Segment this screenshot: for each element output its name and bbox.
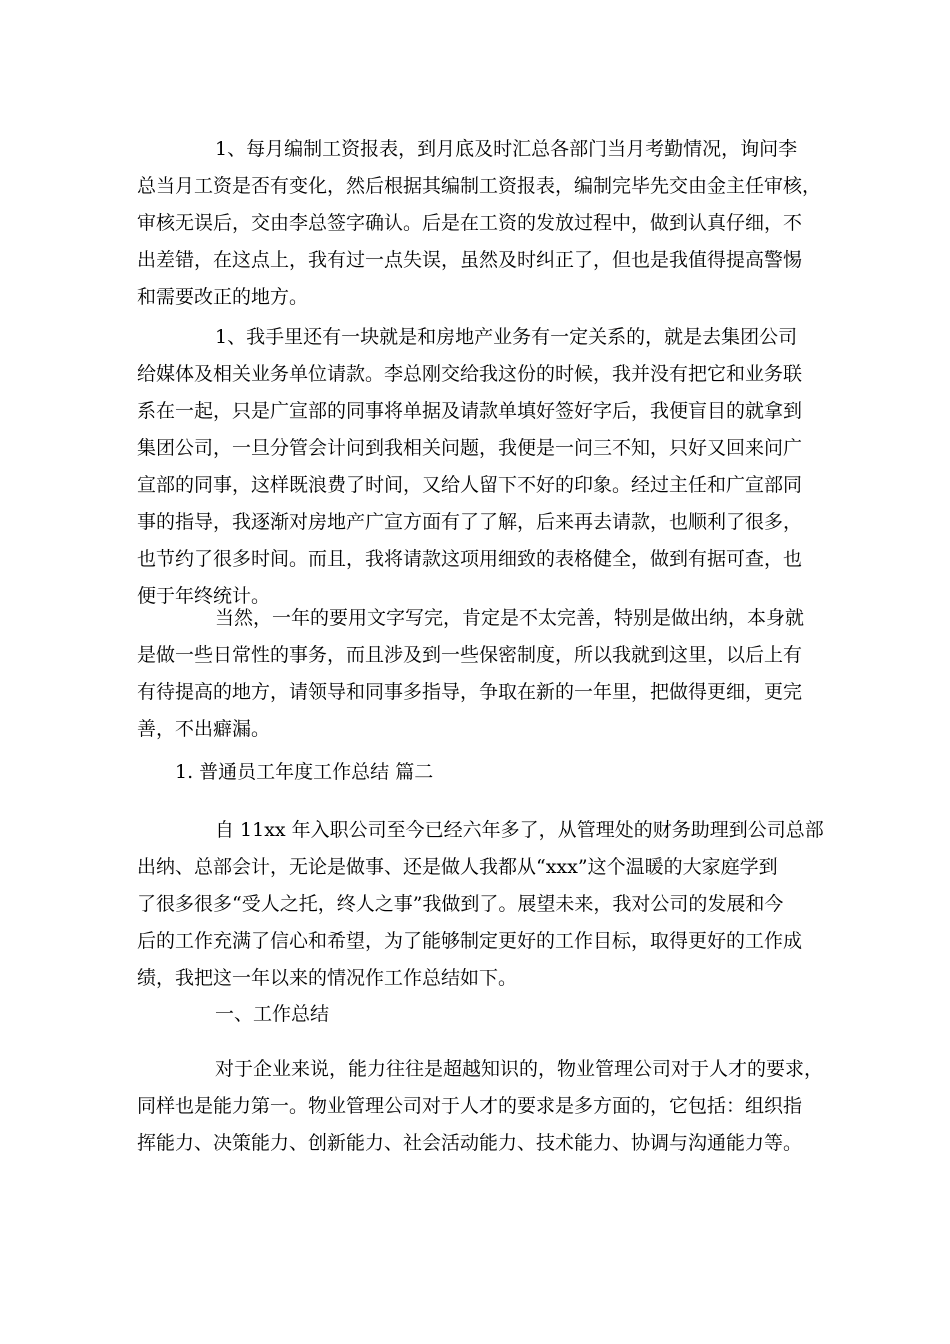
text-line: 集团公司，一旦分管会计问到我相关问题，我便是一问三不知，只好又回来问广	[137, 437, 803, 459]
text-line: 系在一起，只是广宣部的同事将单据及请款单填好签好字后，我便盲目的就拿到	[137, 400, 803, 422]
text-line: 后的工作充满了信心和希望，为了能够制定更好的工作目标，取得更好的工作成	[137, 930, 803, 952]
paragraph-conclusion	[137, 600, 817, 748]
text-line: 自 11xx 年入职公司至今已经六年多了，从管理处的财务助理到公司总部	[215, 819, 824, 841]
paragraph-introduction	[137, 812, 824, 997]
text-line: 事的指导，我逐渐对房地产广宣方面有了了解，后来再去请款，也顺利了很多，	[137, 511, 803, 533]
text-line: 善，不出癖漏。	[137, 718, 271, 740]
text-line: 同样也是能力第一。物业管理公司对于人才的要求是多方面的，它包括：组织指	[137, 1095, 803, 1117]
text-line: 绩，我把这一年以来的情况作工作总结如下。	[137, 967, 518, 989]
text-line: 也节约了很多时间。而且，我将请款这项用细致的表格健全，做到有据可查，也	[137, 548, 803, 570]
text-line: 给媒体及相关业务单位请款。李总刚交给我这份的时候，我并没有把它和业务联	[137, 363, 803, 385]
text-line: 宣部的同事，这样既浪费了时间，又给人留下不好的印象。经过主任和广宣部同	[137, 474, 803, 496]
text-line: 便于年终统计。	[137, 585, 271, 607]
text-line: 审核无误后，交由李总签字确认。后是在工资的发放过程中，做到认真仔细，不	[137, 212, 803, 234]
text-line: 和需要改正的地方。	[137, 286, 309, 308]
section-heading-work-summary: 一、工作总结	[215, 1003, 330, 1025]
section-heading-part-two: 1. 普通员工年度工作总结 篇二	[175, 761, 434, 783]
text-line: 有待提高的地方，请领导和同事多指导，争取在新的一年里，把做得更细，更完	[137, 681, 803, 703]
text-line: 1、每月编制工资报表，到月底及时汇总各部门当月考勤情况，询问李	[215, 138, 798, 160]
text-line: 是做一些日常性的事务，而且涉及到一些保密制度，所以我就到这里，以后上有	[137, 644, 803, 666]
paragraph-ability	[137, 1051, 824, 1162]
text-line: 对于企业来说，能力往往是超越知识的，物业管理公司对于人才的要求，	[215, 1058, 824, 1080]
text-line: 1、我手里还有一块就是和房地产业务有一定关系的，就是去集团公司	[215, 326, 798, 348]
paragraph-payroll	[137, 131, 822, 316]
text-line: 出差错，在这点上，我有过一点失误，虽然及时纠正了，但也是我值得提高警惕	[137, 249, 803, 271]
text-line: 挥能力、决策能力、创新能力、社会活动能力、技术能力、协调与沟通能力等。	[137, 1132, 803, 1154]
text-line: 了很多很多“受人之托，终人之事”我做到了。展望未来，我对公司的发展和今	[137, 893, 784, 915]
text-line: 出纳、总部会计，无论是做事、还是做人我都从“xxx”这个温暖的大家庭学到	[137, 856, 778, 878]
text-line: 当然，一年的要用文字写完，肯定是不太完善，特别是做出纳，本身就	[215, 607, 805, 629]
text-line: 总当月工资是否有变化，然后根据其编制工资报表，编制完毕先交由金主任审核，	[137, 175, 822, 197]
paragraph-real-estate	[137, 319, 817, 615]
